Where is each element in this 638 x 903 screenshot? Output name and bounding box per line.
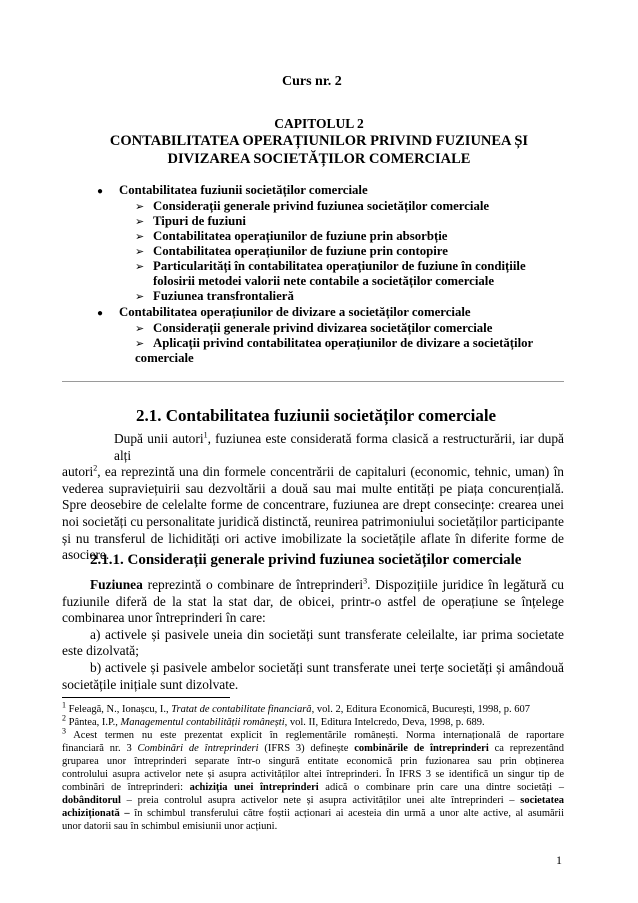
arrow-bullet-icon: ➢ [135, 338, 145, 350]
toc-subitem: Contabilitatea operațiunilor de fuziune prin contopire [153, 244, 448, 258]
toc-subitem: Contabilitatea operațiunilor de fuziune prin absorbție [153, 229, 448, 243]
toc-item: Contabilitatea operațiunilor de divizare a societăților comerciale [119, 305, 471, 319]
page-number: 1 [556, 853, 562, 867]
arrow-bullet-icon: ➢ [135, 291, 145, 303]
chapter-title-line1: CONTABILITATEA OPERAȚIUNILOR PRIVIND FUZIUNEA ȘI [109, 133, 529, 149]
toc-subitem-continued: folosirii metodei valorii nete contabile a societăților comerciale [153, 274, 495, 288]
subsection-paragraph: Fuziunea reprezintă o combinare de întreprinderi$^3$. Dispozițiile juridice în legătură cu fuziunile diferă de la stat la stat dar, de obicei, printr-o astfel de operațiune se înțelege combinarea unor întreprinderi în care: a) activele și pasivele uneia din societăți sunt transferate celeilalte, iar prima societate este dizolvată; b) activele și pasivele ambelor societăți sunt transferate unei terțe societăți și amândouă societățile inițiale sunt dizolvate. [62, 576, 564, 692]
toc-subitem: Considerații generale privind divizarea societăților comerciale [153, 321, 493, 335]
footnote-separator [62, 697, 230, 698]
toc-item: Contabilitatea fuziunii societăților comerciale [119, 183, 368, 197]
chapter-title-line2: DIVIZAREA SOCIETĂȚILOR COMERCIALE [167, 151, 471, 167]
arrow-bullet-icon: ➢ [135, 216, 145, 228]
toc-subitem-continued: comerciale [135, 351, 194, 365]
toc-subitem: Aplicații privind contabilitatea operațiunilor de divizare a societăților [153, 336, 534, 350]
toc-subitem: Tipuri de fuziuni [153, 214, 246, 228]
footnote-ref: 1 [203, 430, 208, 440]
footnote-ref: 2 [93, 463, 98, 473]
bullet-icon: ● [97, 308, 104, 319]
toc-subitem: Considerații generale privind fuziunea societăților comerciale [153, 199, 490, 213]
arrow-bullet-icon: ➢ [135, 246, 145, 258]
course-label: Curs nr. 2 [282, 74, 342, 89]
footnote-2: $^2$ Pântea, I.P., Managementul contabilității românești, vol. II, Editura Intelcredo, Deva, 1998, p. 689. [62, 713, 485, 728]
section-paragraph: După unii autori$^1$, fuziunea este considerată forma clasică a restructurării, iar după alți autori$^2$, ea reprezintă una din formele concentrării de capitaluri (economic, tehnic, uman) în vederea supraviețuirii sau dezvoltării a două sau mai multe entități pe piața concurențială. Spre deosebire de celelalte forme de concentrare, fuziunea are drept consecințe: crearea unei noi societăți cu personalitate juridică distinctă, reunirea patrimoniului societăților participante și nu transferul de lichidități ori active imobilizate la societățile aflate în diferite forme de asociere. [62, 430, 564, 563]
section-divider [62, 381, 564, 382]
footnote-3: $^3$ Acest termen nu este prezentat explicit în reglementările românești. Norma internațională de raportare financiară nr. 3 Combinări de întreprinderi (IFRS 3) definește combinările de întreprinderi ca reprezentând gruparea unor întreprinderi separate într-o singură entitate economică prin fuzionarea sau prin obținerea controlului asupra activelor nete și asupra activităților altei întreprinderi. În IFRS 3 se identifică un singur tip de combinări de întreprinderi: achiziția unei întreprinderi adică o combinare prin care una dintre societăți – dobânditorul – preia controlul asupra activelor nete și asupra activităților unei alte întreprinderi – societatea achiziționată – în schimbul transferului către foștii acționari ai acesteia din urmă a unor alte active, al asumării unor datorii sau în schimbul emisiunii unor acțiuni. [62, 726, 564, 832]
toc-subitem: Fuziunea transfrontalieră [153, 289, 294, 303]
section-heading: 2.1. Contabilitatea fuziunii societăților comerciale [136, 406, 497, 425]
bullet-icon: ● [97, 186, 104, 197]
chapter-label: CAPITOLUL 2 [274, 116, 364, 131]
arrow-bullet-icon: ➢ [135, 231, 145, 243]
toc-subitem: Particularități în contabilitatea operațiunilor de fuziune în condițiile [153, 259, 526, 273]
arrow-bullet-icon: ➢ [135, 261, 145, 273]
footnotes [62, 700, 564, 833]
footnote-ref: 3 [363, 576, 368, 586]
arrow-bullet-icon: ➢ [135, 201, 145, 213]
arrow-bullet-icon: ➢ [135, 323, 145, 335]
subsection-heading: 2.1.1. Considerații generale privind fuziunea societăților comerciale [90, 552, 522, 568]
footnote-1: $^1$ Feleagă, N., Ionașcu, I., Tratat de contabilitate financiară, vol. 2, Editura Economică, București, 1998, p. 607 [62, 700, 530, 715]
